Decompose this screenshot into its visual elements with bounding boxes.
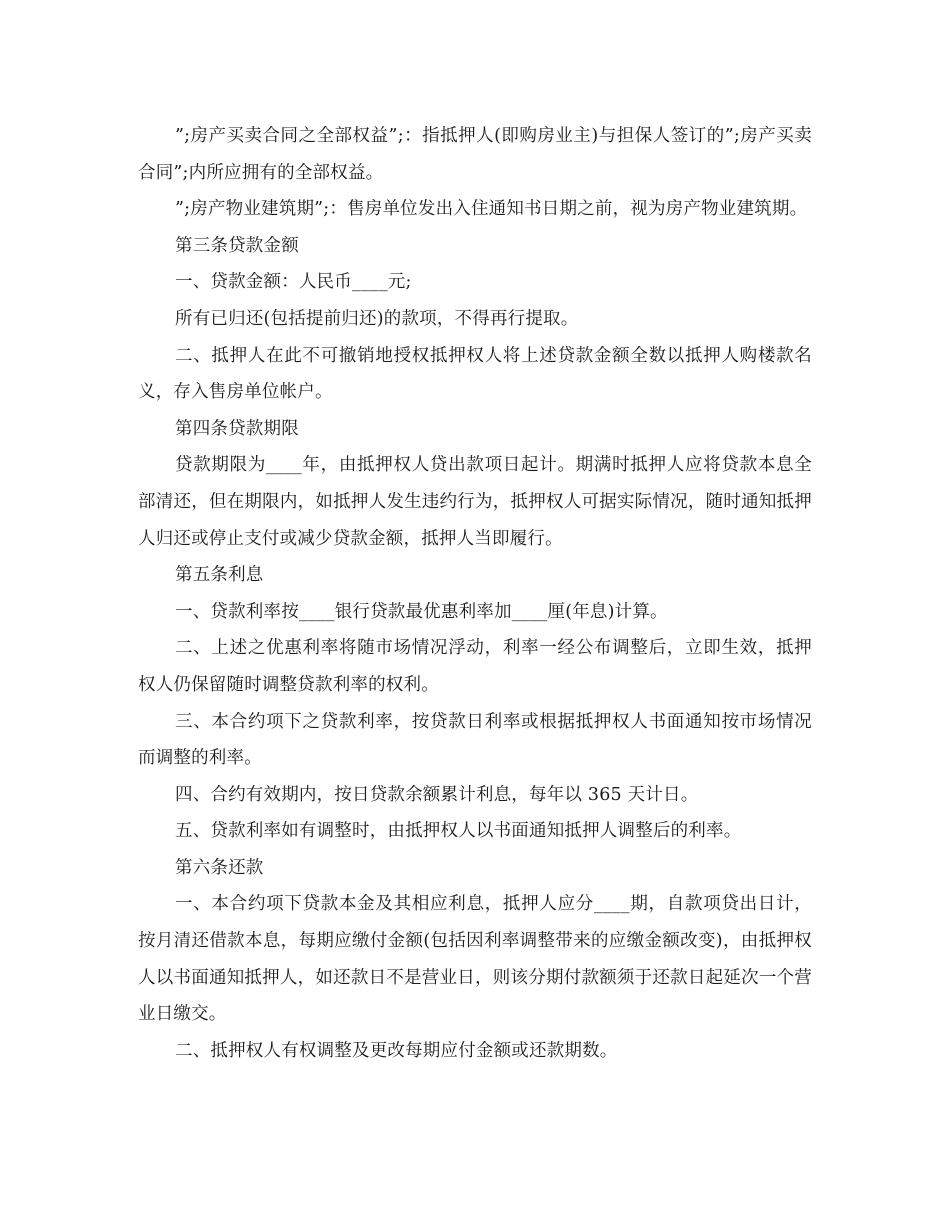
section-heading-5: 第五条利息 — [175, 565, 264, 586]
paragraph-16: 一、本合约项下贷款本金及其相应利息，抵押人应分____期，自款项贷出日计，按月清还借款本息，每期应缴付金额(包括因利率调整带来的应缴金额改变)，由抵押权人以书面通知抵押人，如还款日不是营业日，则该分期付款额须于还款日起延次一个营业日缴交。 — [138, 894, 812, 1025]
paragraph-5: 所有已归还(包括提前归还)的款项，不得再行提取。 — [175, 308, 579, 329]
paragraph-2: ”;房产物业建筑期”;：售房单位发出入住通知书日期之前，视为房产物业建筑期。 — [175, 199, 808, 220]
paragraph-14: 五、贷款利率如有调整时，由抵押权人以书面通知抵押人调整后的利率。 — [175, 821, 742, 842]
section-heading-6: 第六条还款 — [175, 857, 264, 878]
paragraph-11: 二、上述之优惠利率将随市场情况浮动，利率一经公布调整后，立即生效，抵押权人仍保留随时调整贷款利率的权利。 — [138, 638, 812, 695]
paragraph-8: 贷款期限为____年，由抵押权人贷出款项日起计。期满时抵押人应将贷款本息全部清还，但在期限内，如抵押人发生违约行为，抵押权人可据实际情况，随时通知抵押人归还或停止支付或减少贷款金额，抵押人当即履行。 — [138, 455, 812, 549]
paragraph-10: 一、贷款利率按____银行贷款最优惠利率加____厘(年息)计算。 — [175, 601, 668, 622]
paragraph-17: 二、抵押权人有权调整及更改每期应付金额或还款期数。 — [175, 1040, 618, 1061]
paragraph-6: 二、抵押人在此不可撤销地授权抵押权人将上述贷款金额全数以抵押人购楼款名义，存入售房单位帐户。 — [138, 345, 812, 403]
paragraph-1: ”;房产买卖合同之全部权益”;：指抵押人(即购房业主)与担保人签订的”;房产买卖合同”;内所应拥有的全部权益。 — [138, 126, 812, 183]
section-heading-3: 第三条贷款金额 — [175, 235, 299, 256]
paragraph-12: 三、本合约项下之贷款利率，按贷款日利率或根据抵押权人书面通知按市场情况而调整的利率。 — [138, 711, 812, 769]
paragraph-4: 一、贷款金额：人民币____元; — [175, 272, 412, 293]
section-heading-4: 第四条贷款期限 — [175, 418, 299, 439]
paragraph-13: 四、合约有效期内，按日贷款余额累计利息，每年以 365 天计日。 — [175, 784, 699, 805]
